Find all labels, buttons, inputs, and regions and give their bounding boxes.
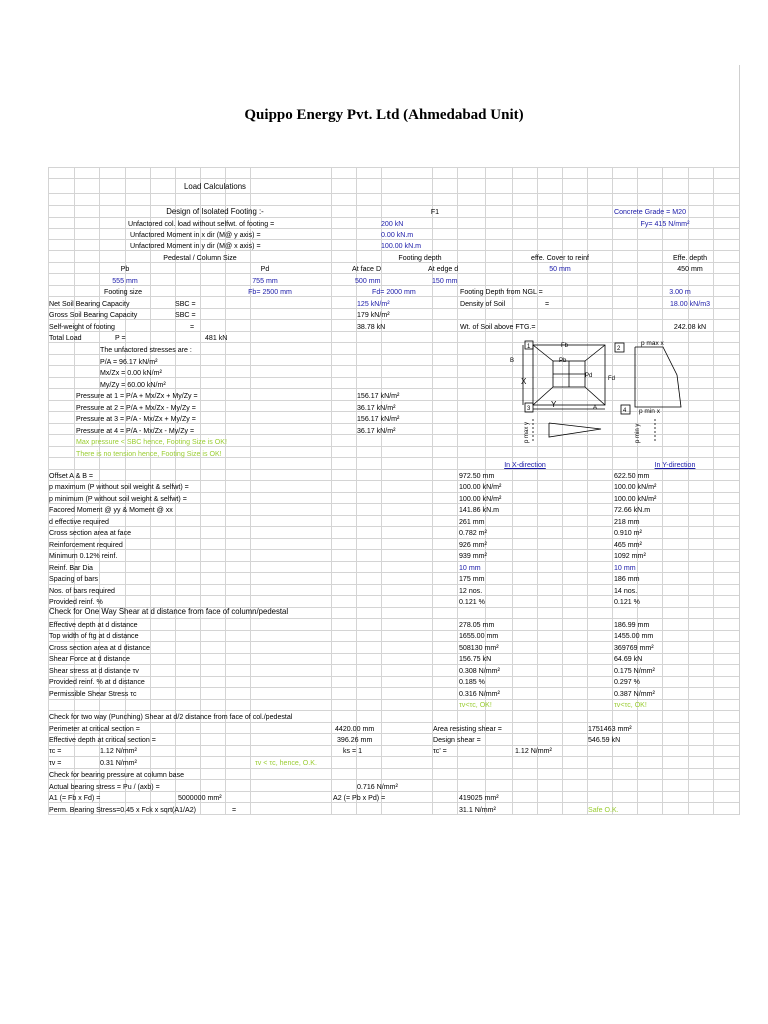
row-label: Top width of ftg at d distance [49,631,139,641]
row-y-value: 100.00 kN/m² [614,493,657,503]
nsbc-label: Net Soil Bearing Capacity [49,299,130,308]
design-heading: Design of Isolated Footing :- [166,206,264,216]
row-y-value: 1092 mm² [614,551,646,561]
a1-value: 5000000 mm² [178,793,222,802]
tv-label: τv = [49,758,62,767]
actual-bearing-value: 0.716 N/mm² [357,782,398,791]
mxzx-value: Mx/Zx = 0.00 kN/m² [100,368,162,377]
nsbc-value: 125 kN/m² [357,299,390,308]
wt-soil-label: Wt. of Soil above FTG.= [460,322,536,331]
diag-pd: Pd [585,373,593,379]
row-label: Cross section area at face [49,528,132,538]
pressure3-value: 156.17 kN/m² [357,414,400,423]
diag-pb: Pb [559,358,567,364]
pressure2-value: 36.17 kN/m² [357,403,396,412]
row-y-value: 369769 mm² [614,642,654,652]
row-label: Permissible Shear Stress τc [49,688,137,698]
row-label: Provided reinf. % [49,596,103,606]
mx-value: 0.00 kN.m [381,230,414,239]
row-y-value: 465 mm² [614,539,642,549]
bearing-heading: Check for bearing pressure at column base [49,770,185,779]
row-x-value: 0.308 N/mm² [459,665,500,675]
unfact-load-label: Unfactored col. load without selfwt. of footing = [128,219,275,228]
row-x-value: 972.50 mm [459,471,495,480]
row-x-value: 0.782 m² [459,528,487,538]
row-label: Cross section area at d distance [49,642,150,652]
row-x-value: 508130 mm² [459,642,499,652]
pd-value: 755 mm [252,276,278,285]
footing-id: F1 [430,207,440,216]
effe-depth-heading: Effe. depth [672,253,708,262]
diag-y: Y [551,400,557,409]
pressure3-label: Pressure at 3 = P/A - Mx/Zx + My/Zy = [76,414,196,423]
row-y-value: 186.99 mm [614,620,650,629]
row-x-value: 0.185 % [459,677,485,687]
row-x-value: 100.00 kN/m² [459,482,502,492]
diag-pminy: p min y [635,423,641,443]
footing-diagram [505,335,730,447]
row-y-value: 100.00 kN/m² [614,482,657,492]
grid-col-line [331,167,332,814]
footing-depth-heading: Footing depth [398,253,442,262]
two-way-heading: Check for two way (Punching) Shear at d/2 distance from face of col./pedestal [49,712,293,721]
d-value: 150 mm [432,276,458,285]
diag-b: B [510,358,515,364]
depth-ngl-value: 3.00 m [669,287,691,296]
gsbc-sbc: SBC = [175,310,196,319]
effe-cover-heading: effe. Cover to reinf [531,253,589,262]
row-label: Offset A & B = [49,471,94,480]
diag-a: A [593,405,598,411]
unfact-load-value: 200 kN [381,219,404,228]
perm-eq: = [232,805,237,814]
density-eq: = [545,299,550,308]
gsbc-value: 179 kN/m² [357,310,390,319]
diag-fd: Fd [608,376,616,382]
sheet-right-border [739,65,740,815]
ks-value: ks = 1 [343,746,363,755]
my-label: Unfactored Moment in y dir (M@ x axis) = [130,241,261,250]
row-y-value: 72.66 kN.m [614,505,651,515]
a2-value: 419025 mm² [459,793,499,802]
pressure-y-diagram [549,423,601,437]
cover-value: 50 mm [549,264,571,273]
load-calc-heading: Load Calculations [184,181,246,191]
pressure1-value: 156.17 kN/m² [357,391,400,400]
diag-x: X [521,377,527,386]
diag-n4: 4 [623,408,627,414]
gsbc-label: Gross Soil Bearing Capacity [49,310,138,319]
total-load-label: Total Load [49,333,82,342]
area-res-label: Area resisting shear = [433,724,502,733]
perim-value: 4420.00 mm [335,724,375,733]
at-face-label: At face D [352,264,382,273]
pressure4-value: 36.17 kN/m² [357,426,396,435]
grid-row-line [48,814,740,815]
tc-label: τc = [49,746,62,755]
row-x-value: 278.05 mm [459,620,495,629]
row-x-value: 100.00 kN/m² [459,493,502,503]
unfact-stress-label: The unfactored stresses are : [100,345,192,354]
row-label: Minimum 0.12% reinf. [49,551,118,561]
fy-value: Fy= 415 N/mm² [640,219,690,228]
row-label: Shear Force at d distance [49,654,130,664]
row-y-value: 14 nos. [614,585,638,595]
total-load-value: 481 kN [205,333,228,342]
row-label: Nos. of bars required [49,585,115,595]
max-pressure-ok: Max pressure < SBC hence, Footing Size is OK! [76,437,227,446]
perim-label: Perimeter at critical section = [49,724,140,733]
grid-col-line [612,167,613,814]
tv-value: 0.31 N/mm² [100,758,137,767]
perm-bearing-value: 31.1 N/mm² [459,805,496,814]
selfwt-eq: = [190,322,195,331]
selfwt-value: 38.78 kN [357,322,386,331]
density-label: Density of Soil [460,299,506,308]
row-x-value: 175 mm [459,574,485,584]
row-label: p minimum (P without soil weight & selfwt) = [49,493,187,503]
eff-crit-label: Effective depth at critical section = [49,735,156,744]
row-y-value: 1455.00 mm [614,631,654,641]
row-x-value: 12 nos. [459,585,483,595]
concrete-grade: Concrete Grade = M20 [613,207,687,216]
row-label: Provided reinf. % at d distance [49,677,145,687]
pressure2-label: Pressure at 2 = P/A + Mx/Zx - My/Zy = [76,403,196,412]
tv-tc-ok: τv < τc, hence, O.K. [255,758,317,767]
pressure-x-diagram [635,347,681,407]
row-x-value: 141.86 kN.m [459,505,500,515]
safe-ok: Safe O.K. [588,805,619,814]
row-x-value: 156.75 kN [459,654,492,664]
pressure1-label: Pressure at 1 = P/A + Mx/Zx + My/Zy = [76,391,198,400]
diag-n3: 3 [527,406,531,412]
row-y-value: 0.121 % [614,596,640,606]
pressure4-label: Pressure at 4 = P/A - Mx/Zx - My/Zy = [76,426,195,435]
actual-bearing-label: Actual bearing stress = Pu / (axb) = [49,782,160,791]
row-x-value: 939 mm² [459,551,487,561]
row-x-value: 1655.00 mm [459,631,499,641]
diag-pmaxx: p max x [641,340,664,347]
myzy-value: My/Zy = 60.00 kN/m² [100,380,166,389]
tv-ok-x: τv<τc, OK! [459,700,492,709]
grid-col-line [512,167,513,814]
in-x-heading: In X-direction [504,460,546,469]
tcp-label: τc' = [433,746,447,755]
a2-label: A2 (= Pb x Pd) = [333,793,386,802]
row-x-value: 261 mm [459,516,485,526]
row-label: d effective required [49,516,109,526]
row-label: Spacing of bars [49,574,99,584]
fb-value: Fb= 2500 mm [248,287,292,296]
selfwt-label: Self-weight of footing [49,322,115,331]
row-y-value: 0.910 m² [614,528,642,538]
row-x-value: 0.316 N/mm² [459,688,500,698]
area-res-value: 1751463 mm² [588,724,632,733]
eff-depth-value: 450 mm [677,264,703,273]
row-label: Shear stress at d distance τv [49,665,139,675]
total-p-eq: P = [115,333,126,342]
row-y-value: 622.50 mm [614,471,650,480]
diag-fb: Fb [561,343,569,349]
wt-soil-value: 242.08 kN [673,322,707,331]
eff-crit-value: 396.26 mm [337,735,373,744]
row-label: Reinf. Bar Dia [49,562,93,572]
row-x-value: 0.121 % [459,596,485,606]
row-label: p maximum (P without soil weight & selfwt) = [49,482,189,492]
density-value: 18.00 kN/m3 [669,299,711,308]
depth-ngl-label: Footing Depth from NGL = [460,287,543,296]
design-shear-label: Design shear = [433,735,481,744]
pd-label: Pd [260,264,270,273]
tc-value: 1.12 N/mm² [100,746,137,755]
pedestal-size-heading: Pedestal / Column Size [163,253,237,262]
row-y-value: 186 mm [614,574,640,584]
row-y-value: 0.297 % [614,677,640,687]
grid-col-line [381,167,382,814]
one-way-heading: Check for One Way Shear at d distance from face of column/pedestal [49,606,289,616]
D-value: 500 mm [355,276,381,285]
row-y-value: 10 mm [614,562,636,572]
row-x-value: 926 mm² [459,539,487,549]
row-y-value: 0.387 N/mm² [614,688,655,698]
no-tension-ok: There is no tension hence, Footing Size is OK! [76,449,222,458]
page-title: Quippo Energy Pvt. Ltd (Ahmedabad Unit) [244,107,524,123]
row-label: Facored Moment @ yy & Moment @ xx [49,505,173,515]
at-edge-label: At edge d [428,264,459,273]
perm-bearing-label: Perm. Bearing Stress=0.45 x Fck x sqrt(A1/A2) [49,805,196,814]
row-y-value: 218 mm [614,516,640,526]
mx-label: Unfactored Moment in x dir (M@ y axis) = [130,230,261,239]
row-label: Effective depth at d distance [49,620,138,629]
a1-label: A1 (= Fb x Fd) = [49,793,101,802]
design-shear-value: 546.59 kN [588,735,621,744]
row-x-value: 10 mm [459,562,481,572]
diag-pmaxy: p max y [524,421,530,443]
fd-value: Fd= 2000 mm [372,287,416,296]
row-y-value: 0.175 N/mm² [614,665,655,675]
my-value: 100.00 kN.m [381,241,422,250]
tcp-value: 1.12 N/mm² [515,746,552,755]
footing-size-label: Footing size [104,287,143,296]
diag-n1: 1 [527,344,531,350]
nsbc-sbc: SBC = [175,299,196,308]
row-label: Reinforcement required [49,539,123,549]
row-y-value: 64.69 kN [614,654,643,664]
pa-value: P/A = 96.17 kN/m² [100,357,158,366]
in-y-heading: In Y-direction [654,460,696,469]
diag-n2: 2 [617,346,621,352]
diag-pminx: p min x [639,408,660,415]
tv-ok-y: τv<τc, OK! [614,700,647,709]
pb-label: Pb [120,264,130,273]
pb-value: 555 mm [112,276,138,285]
